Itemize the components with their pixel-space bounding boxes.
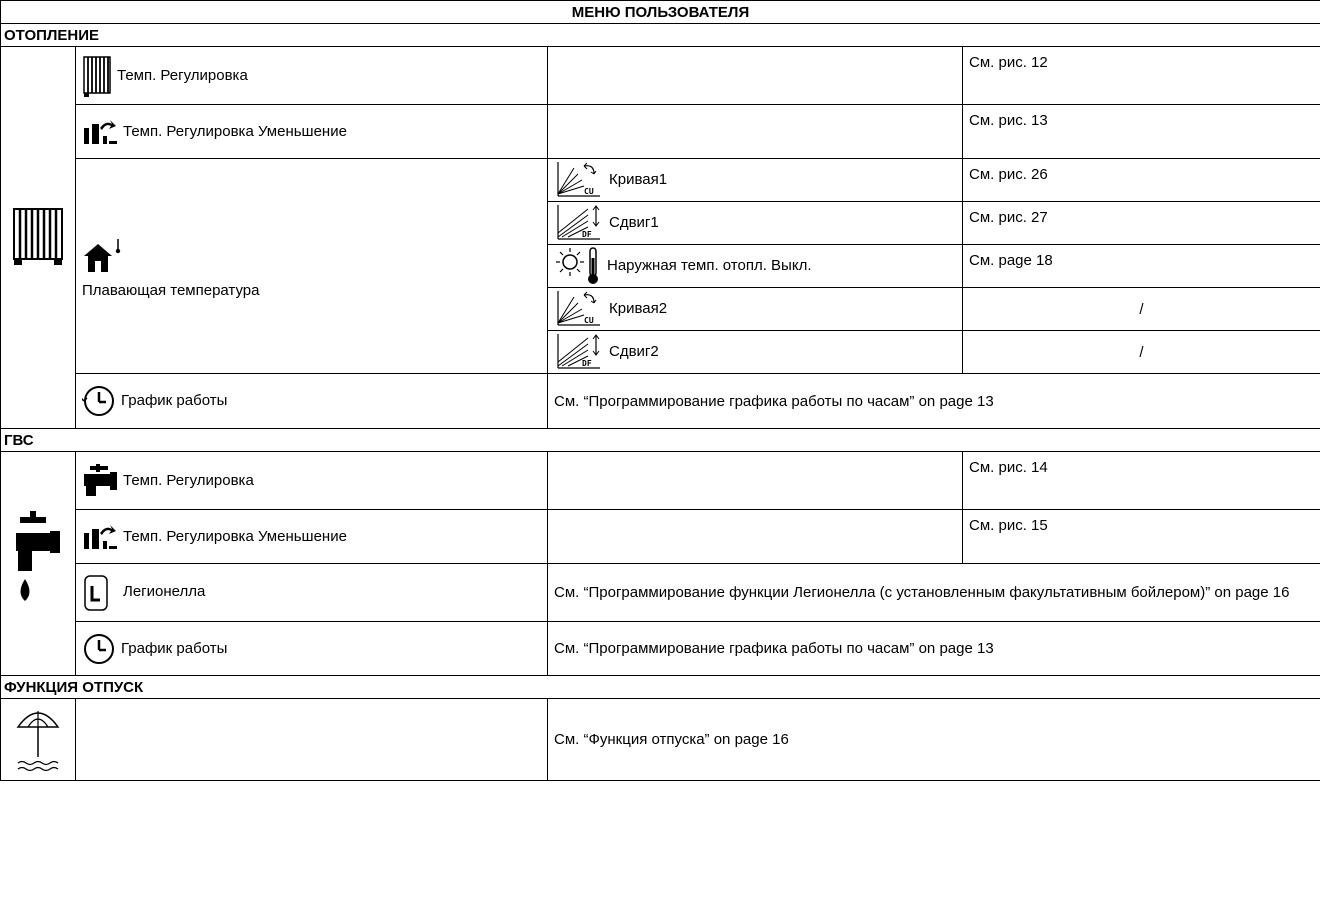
shift-icon <box>554 203 604 243</box>
holiday-ref: См. “Функция отпуска” on page 16 <box>548 699 1320 781</box>
shift1-label: Сдвиг1 <box>609 213 659 231</box>
dhw-schedule-ref: См. “Программирование графика работы по часам” on page 13 <box>548 622 1320 676</box>
row-temp-reg[interactable] <box>76 47 548 105</box>
shift2-ref: / <box>963 331 1320 374</box>
tap-icon <box>82 464 118 498</box>
row-schedule[interactable] <box>76 374 548 429</box>
dhw-temp-reg-ref: См. рис. 14 <box>963 452 1320 510</box>
temp-reg-label: Темп. Регулировка <box>117 66 248 84</box>
schedule-label: График работы <box>121 391 228 409</box>
holiday-icon-cell <box>1 699 76 781</box>
heating-radiator-cell <box>1 47 76 429</box>
tank-icon <box>82 573 110 613</box>
umbrella-icon <box>14 705 62 775</box>
svg-text:DF: DF <box>582 359 592 368</box>
section-dhw: ГВС <box>1 429 1320 452</box>
svg-text:CU: CU <box>584 316 594 325</box>
reduce-icon <box>82 523 118 551</box>
section-holiday: ФУНКЦИЯ ОТПУСК <box>1 676 1320 699</box>
shift2-label: Сдвиг2 <box>609 342 659 360</box>
temp-reduce-label: Темп. Регулировка Уменьшение <box>123 122 347 140</box>
shift1-ref: См. рис. 27 <box>963 202 1320 245</box>
floating-label: Плавающая температура <box>82 282 260 299</box>
row-shift1[interactable] <box>548 202 963 245</box>
legionella-label: Легионелла <box>123 583 206 601</box>
row-legionella[interactable] <box>76 564 548 622</box>
outdoor-label: Наружная темп. отопл. Выкл. <box>607 256 812 274</box>
row-curve2[interactable] <box>548 288 963 331</box>
legionella-ref: См. “Программирование функции Легионелла (с установленным факультативным бойлером)” on page 16 <box>548 564 1320 622</box>
radiator-icon <box>12 203 64 267</box>
radiator-icon <box>82 54 112 98</box>
sun-thermo-icon <box>554 246 602 286</box>
row-dhw-temp-reg[interactable] <box>76 452 548 510</box>
row-dhw-schedule[interactable] <box>76 622 548 676</box>
reduce-icon <box>82 118 118 146</box>
curve1-ref: См. рис. 26 <box>963 159 1320 202</box>
house-thermo-icon <box>82 236 124 276</box>
schedule-ref: См. “Программирование графика работы по часам” on page 13 <box>548 374 1320 429</box>
curve-icon <box>554 160 604 200</box>
temp-reduce-ref: См. рис. 13 <box>963 105 1320 159</box>
temp-reg-ref: См. рис. 12 <box>963 47 1320 105</box>
clock-icon <box>82 384 116 418</box>
table-title: МЕНЮ ПОЛЬЗОВАТЕЛЯ <box>1 1 1320 24</box>
curve2-ref: / <box>963 288 1320 331</box>
row-outdoor[interactable] <box>548 245 963 288</box>
svg-text:DF: DF <box>582 230 592 239</box>
curve1-label: Кривая1 <box>609 170 668 188</box>
dhw-tap-cell <box>1 452 76 676</box>
svg-text:CU: CU <box>584 187 594 196</box>
outdoor-ref: См. page 18 <box>963 245 1320 288</box>
dhw-temp-reduce-label: Темп. Регулировка Уменьшение <box>123 527 347 545</box>
tap-icon <box>14 509 62 613</box>
row-floating[interactable] <box>76 159 548 374</box>
row-temp-reduce[interactable] <box>76 105 548 159</box>
section-heating: ОТОПЛЕНИЕ <box>1 24 1320 47</box>
dhw-temp-reg-label: Темп. Регулировка <box>123 471 254 489</box>
shift-icon <box>554 332 604 372</box>
row-shift2[interactable] <box>548 331 963 374</box>
curve-icon <box>554 289 604 329</box>
curve2-label: Кривая2 <box>609 299 668 317</box>
dhw-temp-reduce-ref: См. рис. 15 <box>963 510 1320 564</box>
clock-icon <box>82 632 116 666</box>
row-dhw-temp-reduce[interactable] <box>76 510 548 564</box>
row-curve1[interactable] <box>548 159 963 202</box>
dhw-schedule-label: График работы <box>121 639 228 657</box>
